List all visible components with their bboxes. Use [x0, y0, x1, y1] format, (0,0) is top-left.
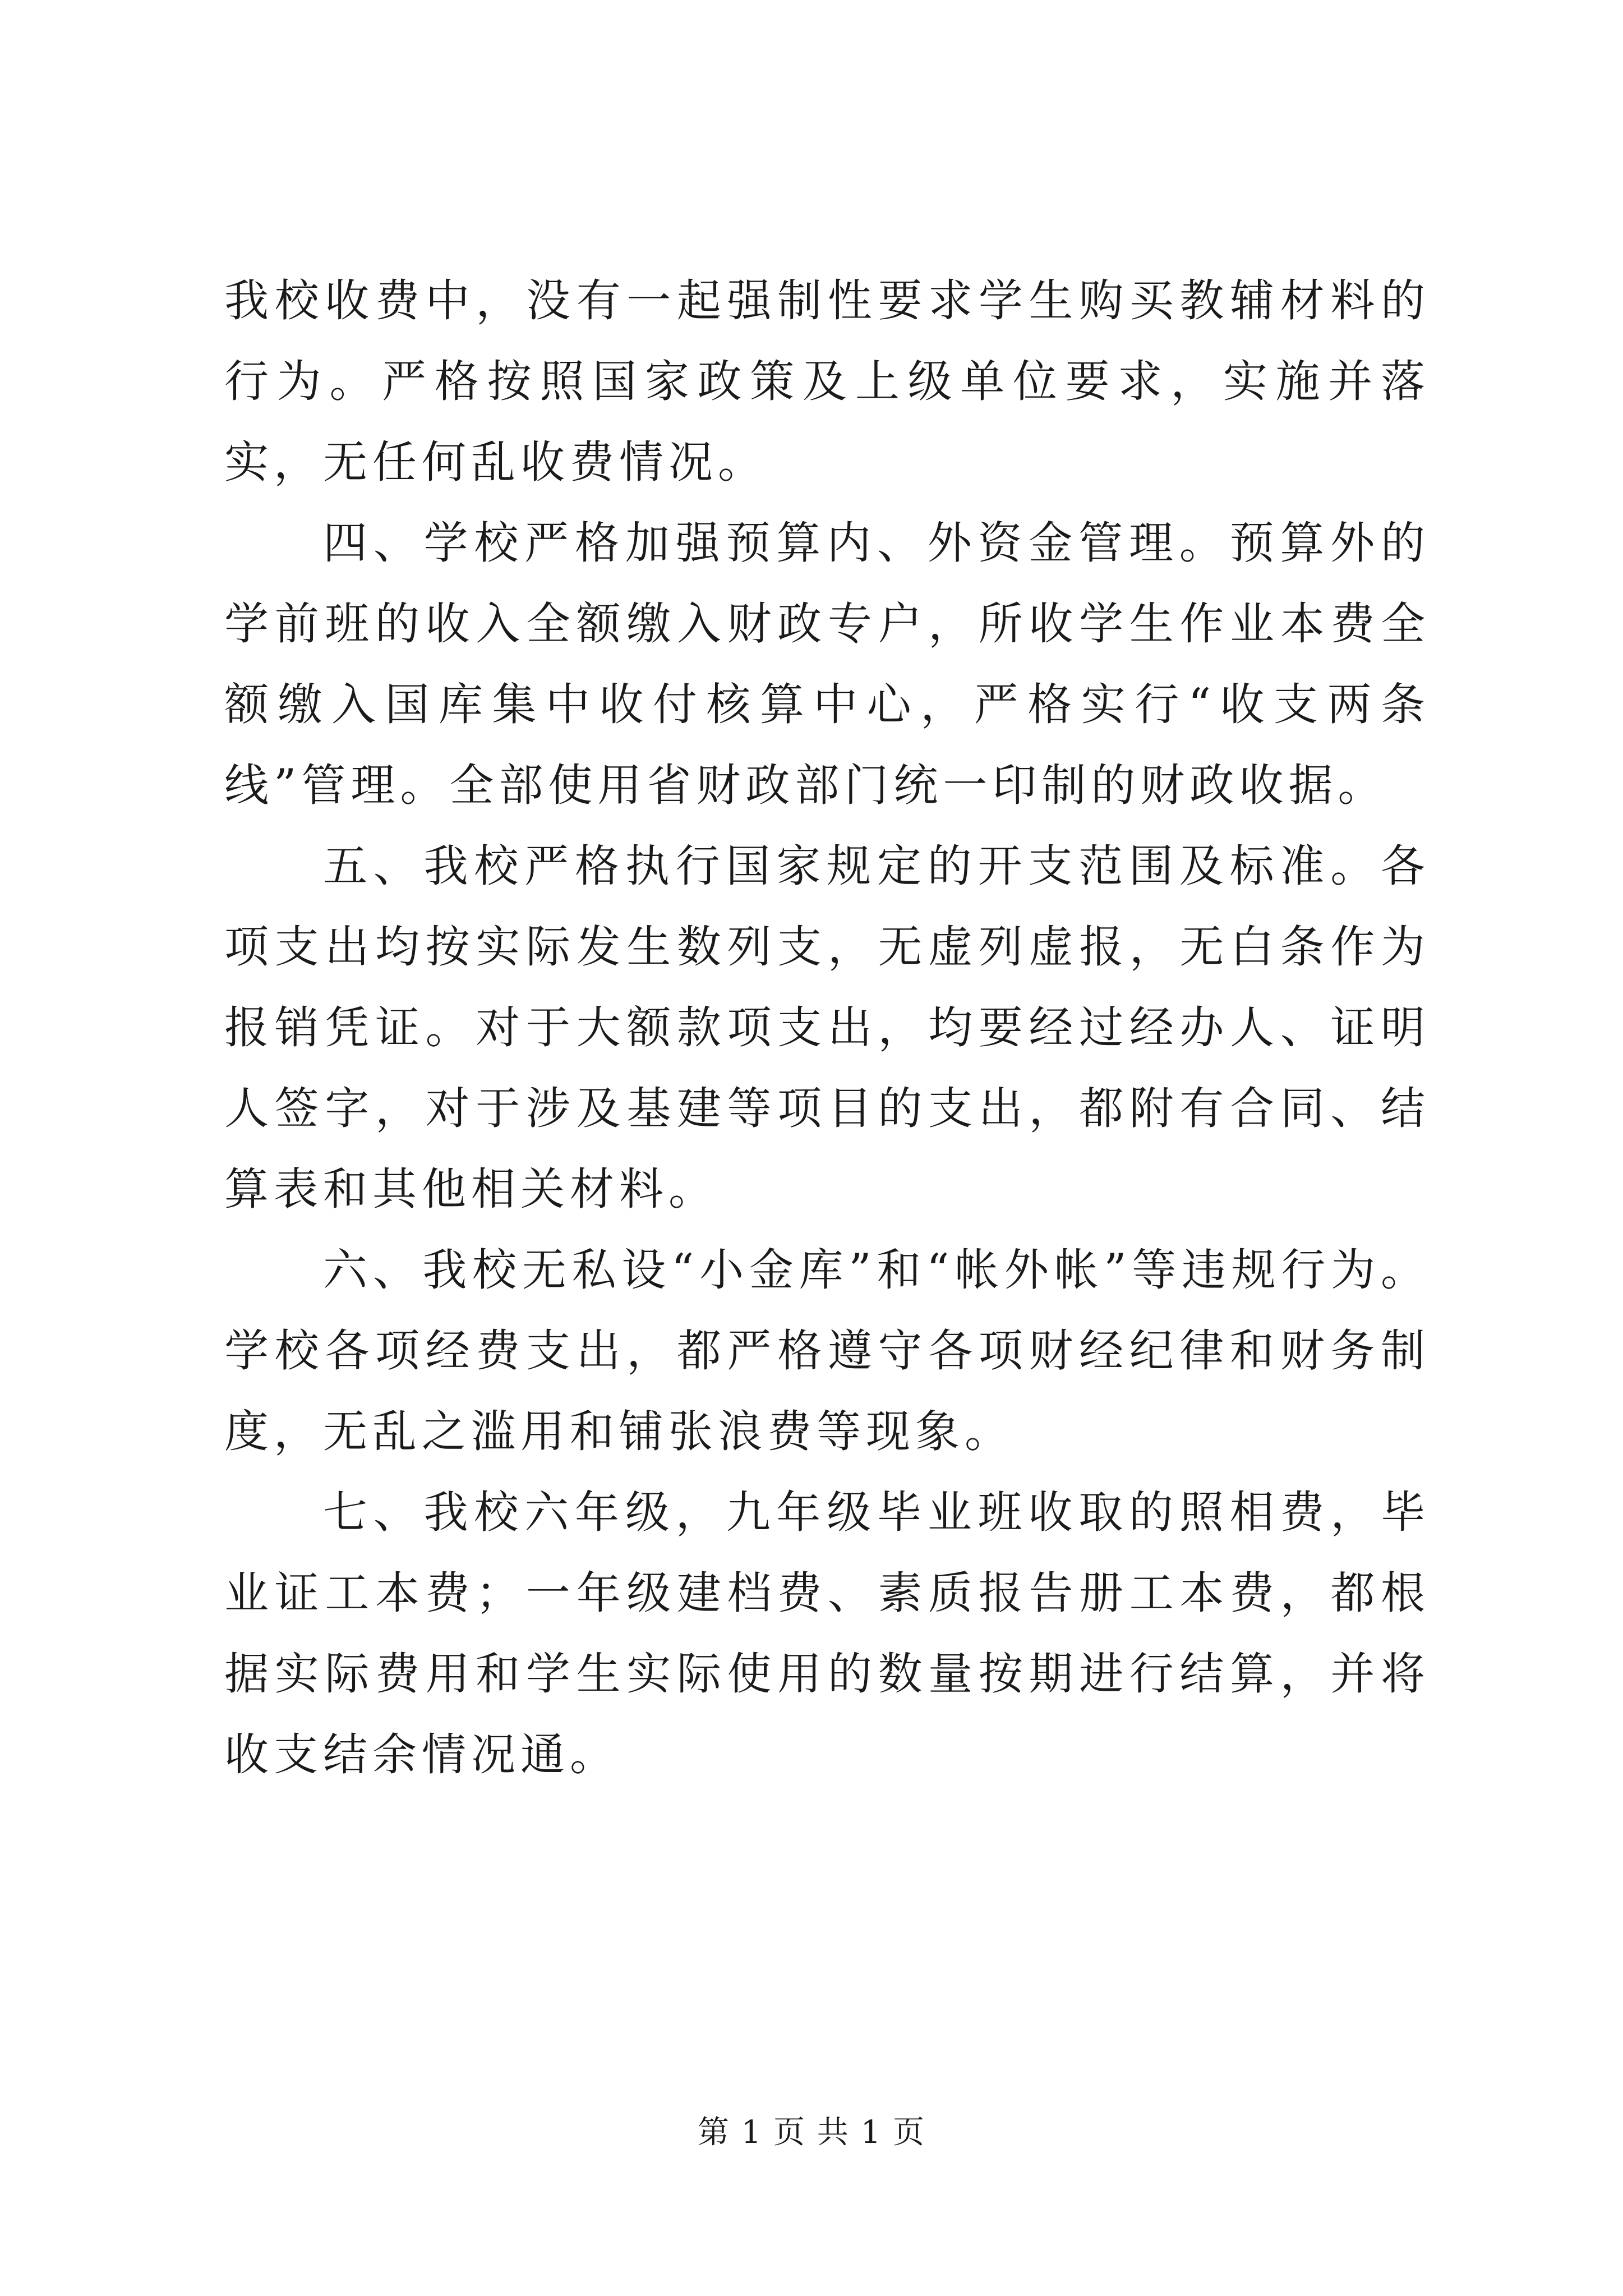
paragraph-fee-policy: 我校收费中，没有一起强制性要求学生购买教辅材料的行为。严格按照国家政策及上级单位要求，实施并落实，无任何乱收费情况。: [224, 275, 1430, 488]
paragraph-expenditure-standards: 五、我校严格执行国家规定的开支范围及标准。各项支出均按实际发生数列支，无虚列虚报，无白条作为报销凭证。对于大额款项支出，均要经过经办人、证明人签字，对于涉及基建等项目的支出，都附有合同、结算表和其他相关材料。: [224, 840, 1430, 1215]
paragraph-no-slush-fund: 六、我校无私设“小金库”和“帐外帐”等违规行为。学校各项经费支出，都严格遵守各项财经纪律和财务制度，无乱之滥用和铺张浪费等现象。: [224, 1244, 1430, 1457]
paragraph-graduation-fees: 七、我校六年级，九年级毕业班收取的照相费，毕业证工本费；一年级建档费、素质报告册工本费，都根据实际费用和学生实际使用的数量按期进行结算，并将收支结余情况通。: [224, 1487, 1430, 1780]
document-body: [224, 260, 1430, 1795]
page-number-footer: 第 1 页 共 1 页: [697, 2114, 926, 2151]
paragraph-budget-management: 四、学校严格加强预算内、外资金管理。预算外的学前班的收入全额缴入财政专户，所收学生作业本费全额缴入国库集中收付核算中心，严格实行“收支两条线”管理。全部使用省财政部门统一印制的财政收据。: [224, 517, 1430, 811]
